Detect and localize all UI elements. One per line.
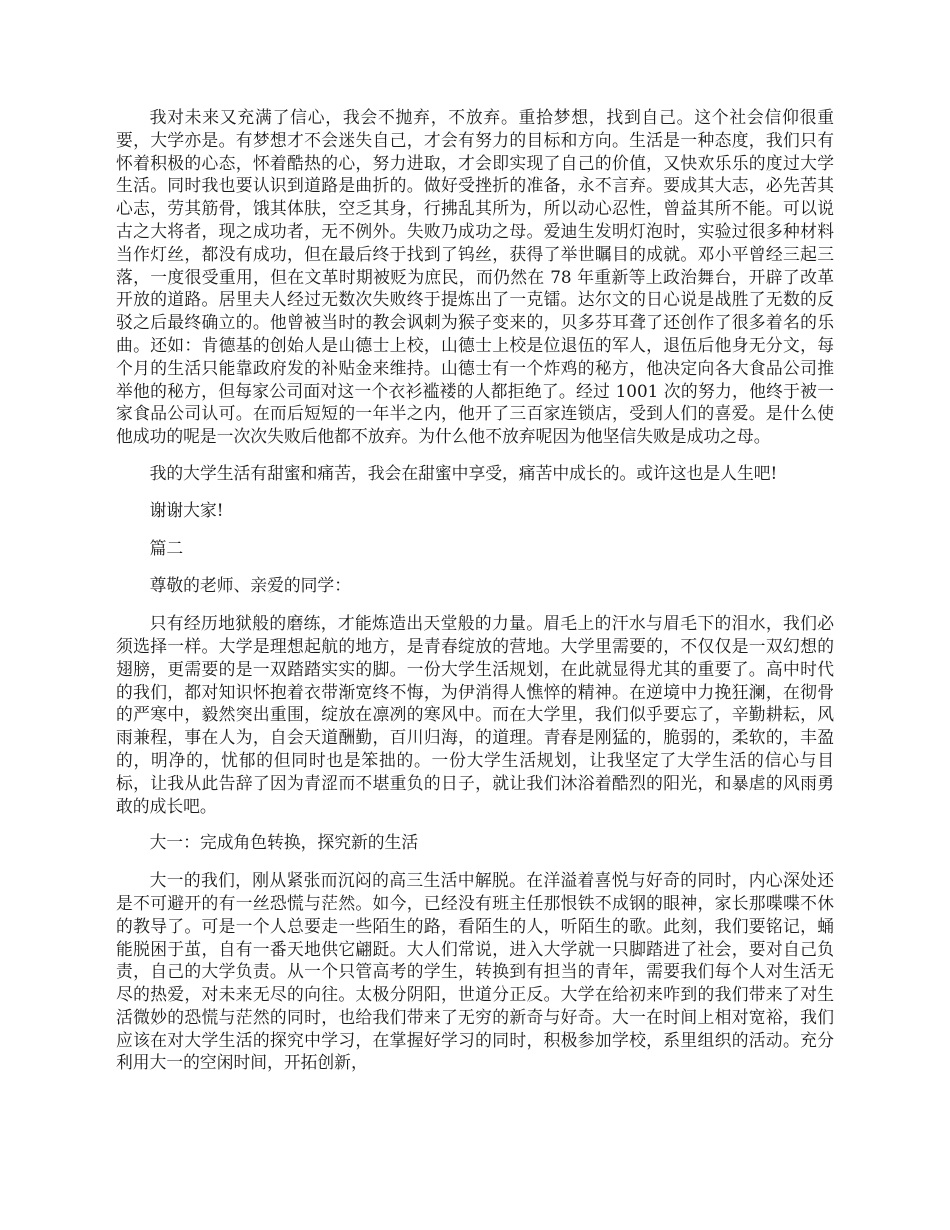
paragraph-sweet-bitter: 我的大学生活有甜蜜和痛苦，我会在甜蜜中享受，痛苦中成长的。或许这也是人生吧! <box>149 462 778 483</box>
paragraph-freshman-year: 大一的我们，刚从紧张而沉闷的高三生活中解脱。在洋溢着喜悦与好奇的同时，内心深处还是不可避开的有一丝恐慌与茫然。如今，已经没有班主任那恨铁不成钢的眼神，家长那喋喋不休的教导了。可是一个人总要走一些陌生的路，看陌生的人，听陌生的歌。此刻，我们要铭记，蛹能脱困于茧，自有一番天地供它翩跹。大人们常说，进入大学就一只脚踏进了社会，要对自己负责，自己的大学负责。从一个只管高考的学生，转换到有担当的青年，需要我们每个人对生活无尽的热爱，对未来无尽的向往。太极分阴阳，世道分正反。大学在给初来咋到的我们带来了对生活微妙的恐慌与茫然的同时，也给我们带来了无穷的新奇与好奇。大一在时间上相对宽裕，我们应该在对大学生活的探究中学习，在掌握好学习的同时，积极参加学校，系里组织的活动。充分利用大一的空闲时间，开拓创新， <box>116 870 834 1073</box>
document-page <box>116 106 834 1088</box>
paragraph-salutation: 尊敬的老师、亲爱的同学： <box>149 575 351 596</box>
paragraph-success-story: 我对未来又充满了信心，我会不抛弃，不放弃。重拾梦想，找到自己。这个社会信仰很重要，大学亦是。有梦想才不会迷失自己，才会有努力的目标和方向。生活是一种态度，我们只有怀着积极的心态，怀着酷热的心，努力进取，才会即实现了自己的价值，又快欢乐乐的度过大学生活。同时我也要认识到道路是曲折的。做好受挫折的准备，永不言弃。要成其大志，必先苦其心志，劳其筋骨，饿其体肤，空乏其身，行拂乱其所为，所以动心忍性，曾益其所不能。可以说古之大将者，现之成功者，无不例外。失败乃成功之母。爱迪生发明灯泡时，实验过很多种材料当作灯丝，都没有成功，但在最后终于找到了钨丝，获得了举世瞩目的成就。邓小平曾经三起三落，一度很受重用，但在文革时期被贬为庶民，而仍然在 78 年重新等上政治舞台，开辟了改革开放的道路。居里夫人经过无数次失败终于提炼出了一克镭。达尔文的日心说是战胜了无数的反驳之后最终确立的。他曾被当时的教会讽刺为猴子变来的，贝多芬耳聋了还创作了很多着名的乐曲。还如：肯德基的创始人是山德士上校，山德士上校是位退伍的军人，退伍后他身无分文，每个月的生活只能靠政府发的补贴金来维持。山德士有一个炸鸡的秘方，他决定向各大食品公司推举他的秘方，但每家公司面对这一个衣衫褴褛的人都拒绝了。经过 1001 次的努力，他终于被一家食品公司认可。在而后短短的一年半之内，他开了三百家连锁店，受到人们的喜爱。是什么使他成功的呢是一次次失败后他都不放弃。为什么他不放弃呢因为他坚信失败是成功之母。 <box>116 107 834 447</box>
section-heading-part-two: 篇二 <box>149 537 184 558</box>
subheading-freshman-year: 大一：完成角色转换，探究新的生活 <box>149 832 419 853</box>
paragraph-planning-intro: 只有经历地狱般的磨练，才能炼造出天堂般的力量。眉毛上的汗水与眉毛下的泪水，我们必须选择一样。大学是理想起航的地方，是青春绽放的营地。大学里需要的，不仅仅是一双幻想的翅膀，更需要的是一双踏踏实实的脚。一份大学生活规划，在此就显得尤其的重要了。高中时代的我们，都对知识怀抱着衣带渐宽终不悔，为伊消得人憔悴的精神。在逆境中力挽狂澜，在彻骨的严寒中，毅然突出重围，绽放在凛冽的寒风中。而在大学里，我们似乎要忘了，辛勤耕耘，风雨兼程，事在人为，自会天道酬勤，百川归海，的道理。青春是刚猛的，脆弱的，柔软的，丰盈的，明净的，忧郁的但同时也是笨拙的。一份大学生活规划，让我坚定了大学生活的信心与目标，让我从此告辞了因为青涩而不堪重负的日子，就让我们沐浴着酷烈的阳光，和暴虐的风雨勇敢的成长吧。 <box>116 613 834 816</box>
paragraph-thanks: 谢谢大家! <box>149 499 224 520</box>
